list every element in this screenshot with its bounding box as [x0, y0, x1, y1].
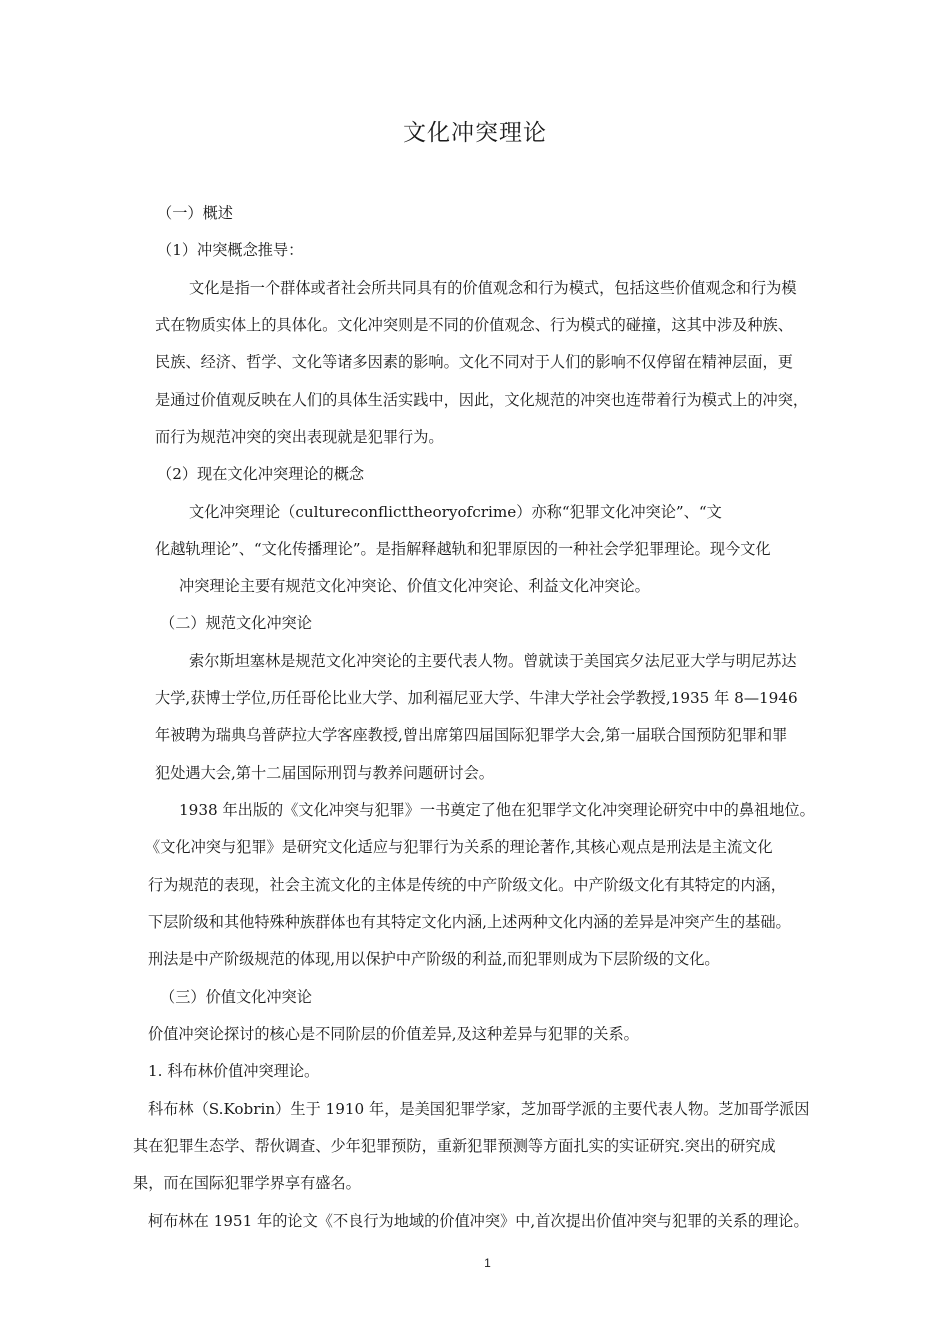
- page-number: 1: [484, 1256, 491, 1270]
- paragraph-line: 果，而在国际犯罪学界享有盛名。: [133, 1174, 361, 1192]
- paragraph-line: 下层阶级和其他特殊种族群体也有其特定文化内涵,上述两种文化内涵的差异是冲突产生的基础。: [148, 913, 791, 931]
- paragraph-line: 式在物质实体上的具体化。文化冲突则是不同的价值观念、行为模式的碰撞，这其中涉及种族、: [155, 316, 793, 334]
- paragraph-line: 民族、经济、哲学、文化等诸多因素的影响。文化不同对于人们的影响不仅停留在精神层面，更: [155, 353, 793, 371]
- section-heading-value-conflict: （三）价值文化冲突论: [160, 988, 312, 1006]
- section-heading-overview: （一）概述: [157, 204, 233, 222]
- paragraph-line: 行为规范的表现，社会主流文化的主体是传统的中产阶级文化。中产阶级文化有其特定的内涵，: [148, 876, 786, 894]
- paragraph-line: 价值冲突论探讨的核心是不同阶层的价值差异,及这种差异与犯罪的关系。: [148, 1025, 639, 1043]
- numbered-heading: 1. 科布林价值冲突理论。: [148, 1062, 320, 1080]
- paragraph-line: 是通过价值观反映在人们的具体生活实践中，因此，文化规范的冲突也连带着行为模式上的冲突，: [155, 391, 809, 409]
- paragraph-line: 文化冲突理论（cultureconflicttheoryofcrime）亦称“犯罪文化冲突论”、“文: [189, 503, 722, 521]
- paragraph-line: 柯布林在 1951 年的论文《不良行为地域的价值冲突》中,首次提出价值冲突与犯罪的关系的理论。: [148, 1212, 809, 1230]
- paragraph-line: 大学,获博士学位,历任哥伦比业大学、加利福尼亚大学、牛津大学社会学教授,1935 年 8—1946: [155, 689, 798, 707]
- paragraph-line: 索尔斯坦塞林是规范文化冲突论的主要代表人物。曾就读于美国宾夕法尼亚大学与明尼苏达: [189, 652, 797, 670]
- paragraph-line: 化越轨理论”、“文化传播理论”。是指解释越轨和犯罪原因的一种社会学犯罪理论。现今文化: [155, 540, 771, 558]
- paragraph-line: 年被聘为瑞典乌普萨拉大学客座教授,曾出席第四届国际犯罪学大会,第一届联合国预防犯罪和罪: [155, 726, 788, 744]
- paragraph-line: 刑法是中产阶级规范的体现,用以保护中产阶级的利益,而犯罪则成为下层阶级的文化。: [148, 950, 720, 968]
- page-title: 文化冲突理论: [403, 120, 547, 146]
- paragraph-line: 1938 年出版的《文化冲突与犯罪》一书奠定了他在犯罪学文化冲突理论研究中中的鼻祖地位。: [179, 801, 815, 819]
- paragraph-line: 科布林（S.Kobrin）生于 1910 年，是美国犯罪学家，芝加哥学派的主要代表人物。芝加哥学派因: [148, 1100, 810, 1118]
- paragraph-line: 其在犯罪生态学、帮伙调查、少年犯罪预防，重新犯罪预测等方面扎实的实证研究.突出的研究成: [133, 1137, 776, 1155]
- paragraph-line: 文化是指一个群体或者社会所共同具有的价值观念和行为模式，包括这些价值观念和行为模: [189, 279, 797, 297]
- paragraph-line: 而行为规范冲突的突出表现就是犯罪行为。: [155, 428, 444, 446]
- subsection-heading-concept: （1）冲突概念推导：: [157, 241, 304, 259]
- section-heading-norm-conflict: （二）规范文化冲突论: [160, 614, 312, 632]
- paragraph-line: 冲突理论主要有规范文化冲突论、价值文化冲突论、利益文化冲突论。: [179, 577, 650, 595]
- paragraph-line: 犯处遇大会,第十二届国际刑罚与教养问题研讨会。: [155, 764, 494, 782]
- subsection-heading-modern-concept: （2）现在文化冲突理论的概念: [157, 465, 365, 483]
- paragraph-line: 《文化冲突与犯罪》是研究文化适应与犯罪行为关系的理论著作,其核心观点是刑法是主流文化: [145, 838, 773, 856]
